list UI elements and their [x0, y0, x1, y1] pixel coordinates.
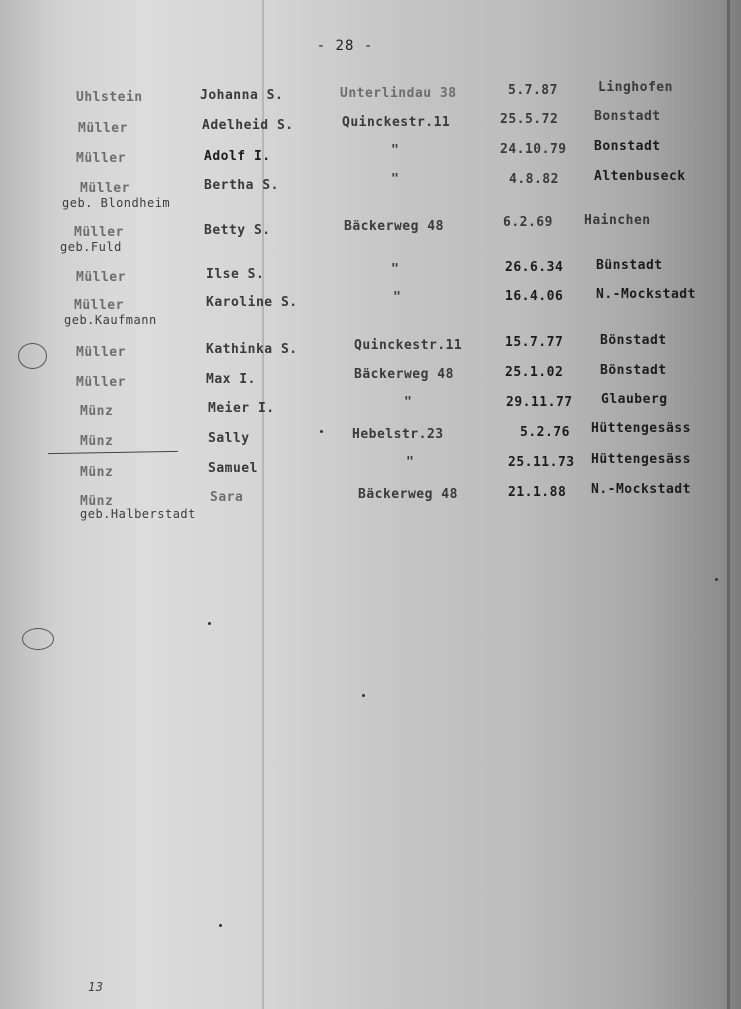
speck — [362, 694, 365, 697]
birth-date: 25.5.72 — [500, 112, 559, 127]
surname: Müller — [80, 181, 130, 196]
birth-place: Bonstadt — [594, 139, 661, 154]
street-ditto: " — [393, 290, 402, 305]
surname: Müller — [76, 375, 126, 390]
birth-place: N.-Mockstadt — [591, 482, 691, 497]
maiden-name: geb.Kaufmann — [64, 313, 157, 327]
birth-date: 4.8.82 — [509, 172, 559, 187]
first-name: Samuel — [208, 461, 258, 476]
street: Quinckestr.11 — [354, 338, 463, 353]
birth-date: 5.7.87 — [508, 83, 558, 98]
street: Unterlindau 38 — [340, 86, 457, 101]
surname: Müller — [76, 270, 126, 285]
first-name: Adelheid S. — [202, 118, 294, 133]
birth-place: Altenbuseck — [594, 169, 686, 184]
maiden-name: geb.Fuld — [60, 240, 122, 254]
street-ditto: " — [404, 395, 413, 410]
street-ditto: " — [391, 172, 400, 187]
birth-date: 5.2.76 — [520, 425, 570, 440]
margin-note: 13 — [88, 980, 104, 994]
birth-date: 29.11.77 — [506, 395, 573, 410]
street: Hebelstr.23 — [352, 427, 444, 442]
birth-place: Hüttengesäss — [591, 452, 691, 467]
surname: Müller — [76, 345, 126, 360]
birth-place: Bönstadt — [600, 363, 667, 378]
street: Bäckerweg 48 — [358, 487, 458, 502]
first-name: Betty S. — [204, 223, 271, 238]
surname: Münz — [80, 434, 114, 449]
page-number: - 28 - — [316, 38, 374, 54]
pen-stroke — [48, 451, 178, 454]
birth-place: Linghofen — [598, 80, 673, 95]
surname: Münz — [80, 404, 114, 419]
page-edge — [727, 0, 730, 1009]
maiden-name: geb. Blondheim — [62, 196, 171, 210]
birth-date: 25.1.02 — [505, 365, 564, 380]
street: Bäckerweg 48 — [344, 219, 444, 234]
speck — [715, 578, 718, 581]
birth-date: 6.2.69 — [503, 215, 553, 230]
first-name: Karoline S. — [206, 295, 298, 310]
street-ditto: " — [406, 455, 415, 470]
speck — [320, 430, 323, 433]
birth-date: 21.1.88 — [508, 485, 567, 500]
birth-place: Hüttengesäss — [591, 421, 691, 436]
birth-place: Bünstadt — [596, 258, 663, 273]
speck — [208, 622, 211, 625]
first-name: Ilse S. — [206, 267, 265, 282]
birth-date: 26.6.34 — [505, 260, 564, 275]
surname: Müller — [74, 298, 124, 313]
birth-place: Hainchen — [584, 213, 651, 228]
surname: Müller — [76, 151, 126, 166]
ink-stain — [18, 343, 47, 369]
birth-date: 16.4.06 — [505, 289, 564, 304]
street: Quinckestr.11 — [342, 115, 451, 130]
first-name: Adolf I. — [204, 149, 271, 164]
first-name: Sally — [208, 431, 250, 446]
street-ditto: " — [391, 262, 400, 277]
birth-date: 15.7.77 — [505, 335, 564, 350]
maiden-name: geb.Halberstadt — [80, 507, 196, 521]
first-name: Max I. — [206, 372, 256, 387]
first-name: Johanna S. — [200, 88, 284, 103]
first-name: Bertha S. — [204, 178, 279, 193]
first-name: Kathinka S. — [206, 342, 298, 357]
surname: Münz — [80, 494, 114, 509]
speck — [219, 924, 222, 927]
ink-stain — [22, 628, 54, 650]
first-name: Sara — [210, 490, 244, 505]
birth-place: Glauberg — [601, 392, 668, 407]
surname: Münz — [80, 465, 114, 480]
street: Bäckerweg 48 — [354, 367, 454, 382]
birth-place: Bonstadt — [594, 109, 661, 124]
surname: Uhlstein — [76, 90, 143, 105]
surname: Müller — [74, 225, 124, 240]
street-ditto: " — [391, 143, 400, 158]
surname: Müller — [78, 121, 128, 136]
first-name: Meier I. — [208, 401, 275, 416]
birth-place: Bönstadt — [600, 333, 667, 348]
birth-date: 24.10.79 — [500, 142, 567, 157]
birth-date: 25.11.73 — [508, 455, 575, 470]
birth-place: N.-Mockstadt — [596, 287, 696, 302]
